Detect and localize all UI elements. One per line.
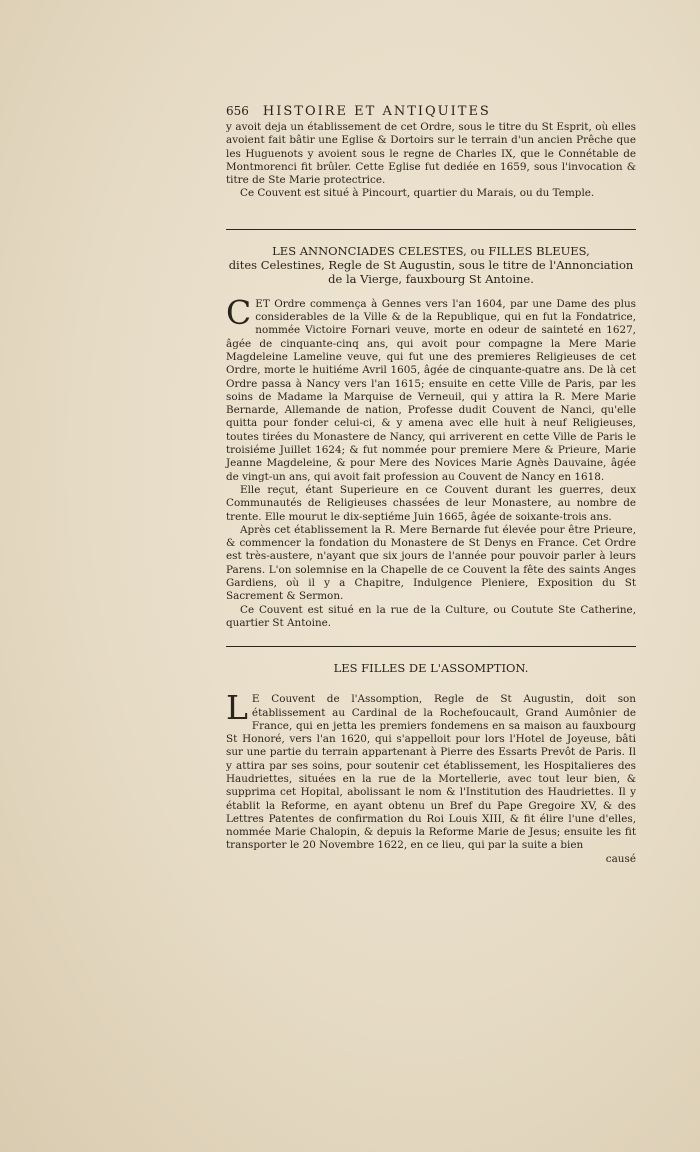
paragraph: Ce Couvent est situé à Pincourt, quartier du Marais, ou du Temple. bbox=[240, 187, 595, 200]
section-title-line: de la Vierge, fauxbourg St Antoine. bbox=[328, 271, 534, 286]
section-title: LES FILLES DE L'ASSOMPTION. bbox=[333, 661, 529, 676]
drop-capital: C bbox=[226, 292, 252, 332]
running-title: HISTOIRE ET ANTIQUITES bbox=[262, 104, 491, 119]
running-head bbox=[226, 104, 636, 119]
catchword: causé bbox=[605, 852, 636, 865]
drop-capital: L bbox=[226, 688, 248, 728]
paragraph-with-dropcap bbox=[226, 688, 636, 853]
paragraph: Ce Couvent est situé en la rue de la Culture, ou Coutute Ste Catherine, quartier St Antoine. bbox=[226, 603, 636, 629]
section-divider bbox=[226, 646, 636, 647]
page-number: 656 bbox=[226, 104, 249, 118]
paragraph: Après cet établissement la R. Mere Bernarde fut élevée pour être Prieure, & commencer la fondation du Monastere de St Denys en France. Cet Ordre est très-austere, n'ayant que six jours de l'année pour pouvoir parler à leurs Parens. L'on solemnise en la Chapelle de ce Couvent la fête des saints Anges Gardiens, où il y a Chapitre, Indulgence Pleniere, Exposition du St Sacrement & Sermon. bbox=[226, 523, 636, 603]
paragraph: ET Ordre commença à Gennes vers l'an 1604, par une Dame des plus considerables de la Ville & de la Republique, qui en fut la Fondatrice, nommée Victoire Fornari veuve, morte en odeur de sainteté en 1627, âgée de cinquante-cinq ans, qui avoit pour compagne la Mere Marie Magdeleine Lameline veuve, qui fut une des premieres Religieuses de cet Ordre, morte le huitiéme Avril 1605, âgée de cinquante-quatre ans. De là cet Ordre passa à Nancy vers l'an 1615; ensuite en cette Ville de Paris, par les soins de Madame la Marquise de Verneuil, qui y attira la R. Mere Marie Bernarde, Allemande de nation, Professe dudit Couvent de Nanci, qu'elle quitta pour fonder celui-ci, & y amena avec elle huit à neuf Religieuses, toutes tirées du Monastere de Nancy, qui arriverent en cette Ville de Paris le troisiéme Juillet 1624; & fut nommée pour premiere Mere & Prieure, Marie Jeanne Magdeleine, & pour Mere des Novices Marie Agnès Dauvaine, âgée de vingt-un ans, qui avoit fait profession au Couvent de Nancy en 1618. bbox=[226, 297, 636, 483]
paragraph: E Couvent de l'Assomption, Regle de St Augustin, doit son établissement au Cardinal de la Rochefoucault, Grand Aumônier de France, qui en jetta les premiers fondemens en sa maison au fauxbourg St Honoré, vers l'an 1620, qui s'appelloit pour lors l'Hotel de Joyeuse, bâti sur une partie du terrain appartenant à Pierre des Essarts Prevôt de Paris. Il y attira par ses soins, pour soutenir cet établissement, les Hospitalieres des Haudriettes, situées en la rue de la Mortellerie, avec tout leur bien, & supprima cet Hopital, abolissant le nom & l'Institution des Haudriettes. Il y établit la Reforme, en ayant obtenu un Bref du Pape Gregoire XV, & des Lettres Patentes de confirmation du Roi Louis XIII, & fit élire l'une d'elles, nommée Marie Chalopin, & depuis la Reforme Marie de Jesus; ensuite les fit transporter le 20 Novembre 1622, en ce lieu, qui par la suite a bien bbox=[226, 693, 636, 852]
section-divider bbox=[226, 229, 636, 230]
section-heading bbox=[226, 244, 636, 286]
book-page bbox=[226, 104, 636, 866]
section-title-line: LES ANNONCIADES CELESTES, ou FILLES BLEUES, bbox=[272, 243, 590, 258]
paragraph: Elle reçut, étant Superieure en ce Couvent durant les guerres, deux Communautés de Religieuses chassées de leur Monastere, au nombre de trente. Elle mourut le dix-septiéme Juin 1665, âgée de soixante-trois ans. bbox=[226, 483, 636, 523]
section-title-line: dites Celestines, Regle de St Augustin, sous le titre de l'Annonciation bbox=[228, 257, 634, 272]
paragraph-with-dropcap bbox=[226, 292, 636, 484]
paragraph: y avoit deja un établissement de cet Ordre, sous le titre du St Esprit, où elles avoient fait bâtir une Eglise & Dortoirs sur le terrain d'un ancien Prêche que les Huguenots y avoient sous le regne de Charles IX, que le Connétable de Montmorenci fit brûler. Cette Eglise fut dediée en 1659, sous l'invocation & titre de Ste Marie protectrice. bbox=[226, 121, 636, 187]
